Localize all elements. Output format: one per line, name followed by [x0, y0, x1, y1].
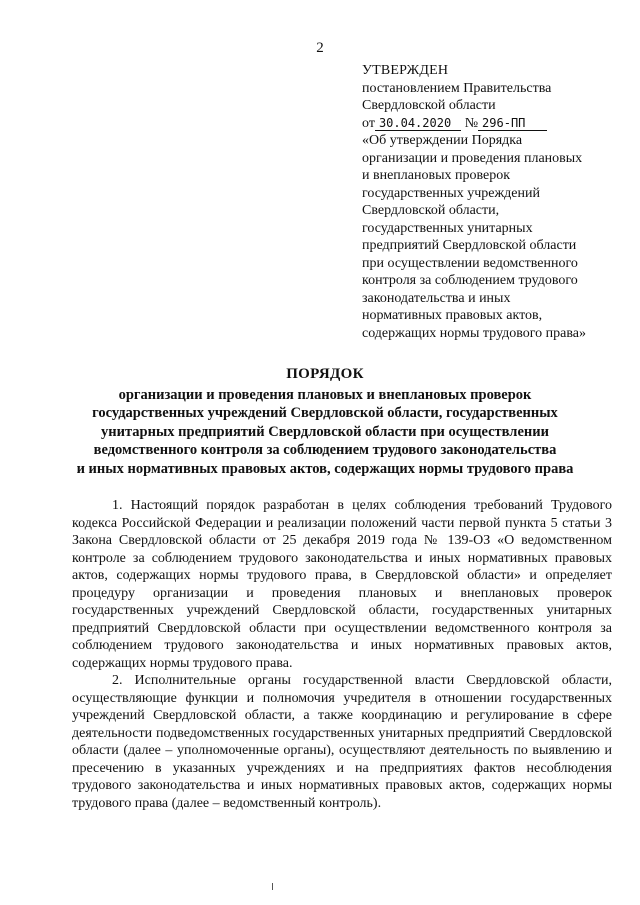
approval-date-number-line [362, 115, 624, 133]
document-title-main: ПОРЯДОК [286, 366, 364, 382]
decree-title-line: «Об утверждении Порядка [362, 133, 523, 148]
decree-title-line: и внеплановых проверок [362, 168, 511, 183]
scan-artifact [272, 883, 273, 890]
approval-line: постановлением Правительства [362, 80, 552, 96]
decree-title-line: нормативных правовых актов, [362, 308, 543, 323]
decree-number: 296-ПП [478, 116, 547, 131]
document-subtitle-line: ведомственного контроля за соблюдением трудового законодательства [93, 442, 557, 458]
page-number: 2 [316, 40, 324, 56]
document-body [72, 497, 612, 812]
decree-title-line: государственных унитарных [362, 220, 533, 236]
decree-title-line: контроля за соблюдением трудового [362, 273, 578, 288]
paragraph-2: 2. Исполнительные органы государственной власти Свердловской области, осуществляющие функции и полномочия учредителя в отношении государственных учреждений Свердловской области, а также координацию и регулирование в сфере деятельности подведомственных государственных унитарных предприятий Свердловской области (далее – уполномоченные органы), осуществляют деятельность по выявлению и пресечению в указанных учреждениях и на предприятиях фактов несоблюдения трудового законодательства и иных нормативных правовых актов, содержащих нормы трудового права (далее – ведомственный контроль). [72, 673, 612, 811]
decree-title-line: государственных учреждений [362, 185, 540, 201]
document-subtitle-line: государственных учреждений Свердловской области, государственных [92, 405, 558, 421]
decree-title-line: предприятий Свердловской области [362, 238, 577, 253]
document-subtitle-line: унитарных предприятий Свердловской области при осуществлении [101, 423, 549, 440]
date-prefix: от [362, 115, 375, 131]
decree-title-line: при осуществлении ведомственного [362, 255, 578, 271]
decree-date: 30.04.2020 [375, 116, 461, 131]
decree-title-line: Свердловской области, [362, 203, 500, 218]
decree-title-line: законодательства и иных [362, 290, 511, 306]
paragraph-1: 1. Настоящий порядок разработан в целях соблюдения требований Трудового кодекса Российской Федерации и реализации положений части первой пункта 5 статьи 3 Закона Свердловской области от 25 декабря 2019 года № 139-ОЗ «О ведомственном контроле за соблюдением трудового законодательства и иных нормативных правовых актов, содержащих нормы трудового права, в Свердловской области» и определяет процедуру организации и проведения плановых и внеплановых проверок государственных учреждений Свердловской области, государственных унитарных предприятий Свердловской области при осуществлении ведомственного контроля за соблюдением трудового законодательства и иных нормативных правовых актов, содержащих нормы трудового права. [72, 498, 612, 671]
approval-line: Свердловской области [362, 98, 496, 113]
document-subtitle-line: и иных нормативных правовых актов, содержащих нормы трудового права [76, 460, 574, 477]
document-subtitle-line: организации и проведения плановых и внеплановых проверок [118, 386, 532, 403]
decree-title-line: организации и проведения плановых [362, 150, 583, 166]
number-prefix: № [464, 115, 479, 131]
decree-title-line: содержащих нормы трудового права» [362, 325, 586, 341]
document-title [40, 365, 610, 478]
approval-block [362, 62, 624, 342]
approval-title: УТВЕРЖДЕН [362, 63, 449, 78]
